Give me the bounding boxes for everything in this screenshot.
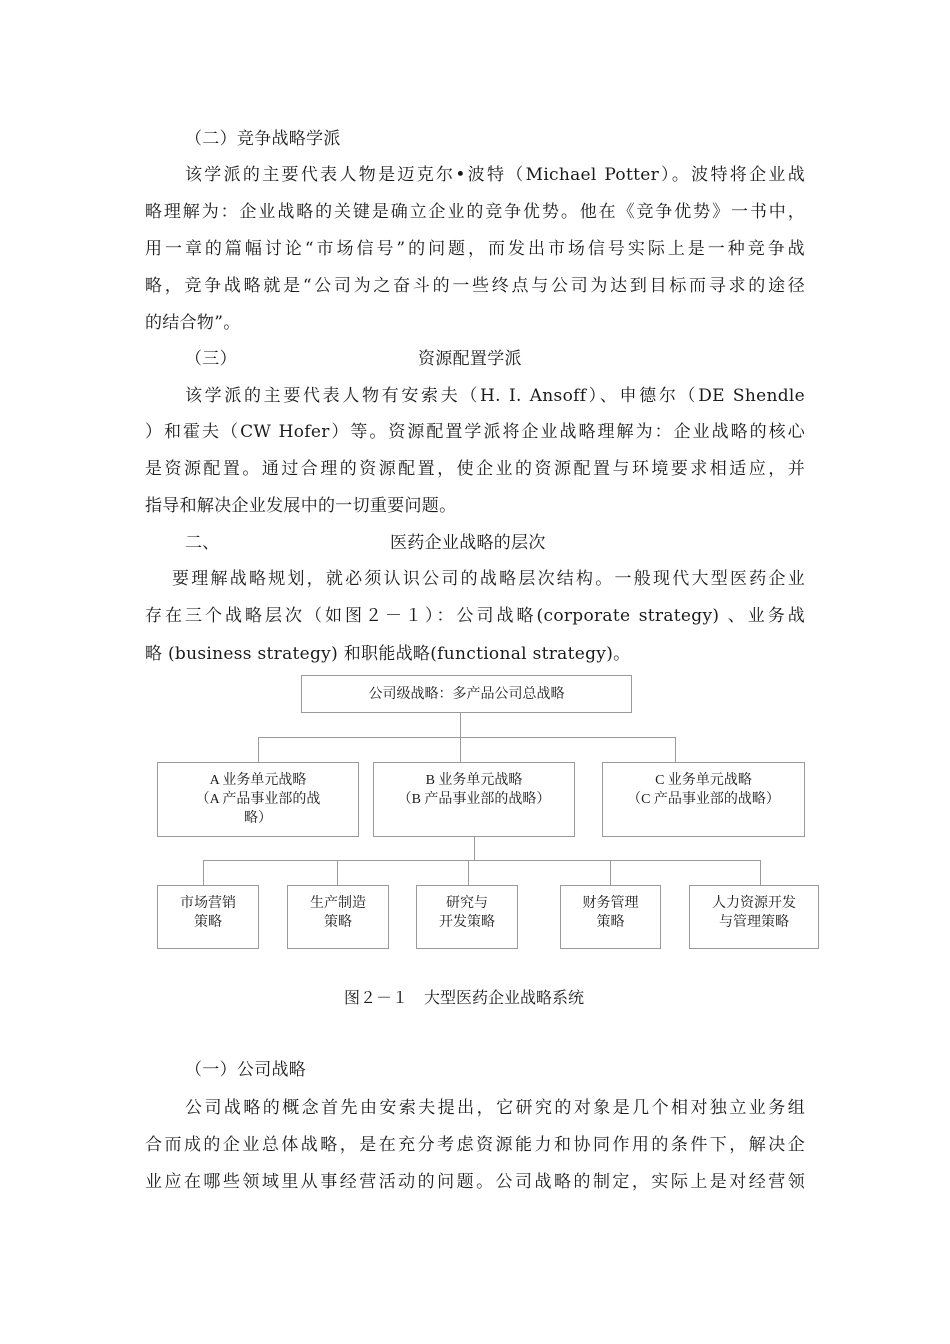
business-unit-b-box xyxy=(373,762,575,837)
business-unit-c-box xyxy=(602,762,805,837)
corporate-strategy-box xyxy=(301,675,632,713)
function-production-box xyxy=(287,885,389,949)
box-label: （B 产品事业部的战略） xyxy=(397,792,551,807)
paragraph-line: 合而成的企业总体战略，是在充分考虑资源能力和协同作用的条件下，解决企 xyxy=(145,1135,805,1155)
paragraph-line: 略，竞争战略就是“公司为之奋斗的一些终点与公司为达到目标而寻求的途径 xyxy=(145,276,805,296)
paragraph-line: 存在三个战略层次（如图２－１）：公司战略(corporate strategy) 、业务战 xyxy=(145,606,805,626)
connector-line xyxy=(460,712,461,737)
paragraph-line: 公司战略的概念首先由安索夫提出，它研究的对象是几个相对独立业务组 xyxy=(185,1098,805,1118)
paragraph-line: 的结合物”。 xyxy=(145,313,241,333)
box-label: 策略 xyxy=(596,915,625,930)
box-label: 策略 xyxy=(324,915,352,930)
box-label: C 业务单元战略 xyxy=(655,773,752,788)
box-label: 人力资源开发 xyxy=(712,896,796,911)
connector-line xyxy=(474,836,475,860)
box-label: 略） xyxy=(244,811,272,826)
connector-line xyxy=(610,860,611,886)
connector-line xyxy=(675,737,676,763)
function-hr-box xyxy=(689,885,819,949)
box-label: 与管理策略 xyxy=(719,915,789,930)
box-label: 开发策略 xyxy=(439,915,495,930)
connector-line xyxy=(203,860,761,861)
paragraph-line: 业应在哪些领域里从事经营活动的问题。公司战略的制定，实际上是对经营领 xyxy=(145,1172,805,1192)
business-unit-a-box xyxy=(157,762,359,837)
paragraph-line: 该学派的主要代表人物是迈克尔•波特（Michael Potter）。波特将企业战 xyxy=(185,165,805,185)
box-label: B 业务单元战略 xyxy=(425,773,523,788)
paragraph-line: 略理解为：企业战略的关键是确立企业的竞争优势。他在《竞争优势》一书中， xyxy=(145,202,805,222)
section-heading-competitive: （二）竞争战略学派 xyxy=(185,129,341,149)
paragraph-line: 要理解战略规划，就必须认识公司的战略层次结构。一般现代大型医药企业 xyxy=(172,569,805,589)
box-label: 公司级战略：多产品公司总战略 xyxy=(368,686,565,702)
connector-line xyxy=(203,860,204,886)
part-heading-levels: 医药企业战略的层次 xyxy=(390,533,546,553)
box-label: A 业务单元战略 xyxy=(209,773,307,788)
box-label: 研究与 xyxy=(446,896,488,911)
function-finance-box xyxy=(560,885,661,949)
paragraph-line: 指导和解决企业发展中的一切重要问题。 xyxy=(145,496,457,516)
figure-caption: 图２－１ 大型医药企业战略系统 xyxy=(344,988,585,1007)
box-label: 市场营销 xyxy=(180,896,236,911)
section-heading-number: （三） xyxy=(185,349,237,369)
paragraph-line: ）和霍夫（CW Hofer）等。资源配置学派将企业战略理解为：企业战略的核心 xyxy=(145,422,805,442)
box-label: （A 产品事业部的战 xyxy=(195,792,321,807)
part-heading-number: 二、 xyxy=(185,533,220,553)
box-label: 生产制造 xyxy=(310,896,366,911)
connector-line xyxy=(460,737,461,763)
paragraph-line: 该学派的主要代表人物有安索夫（H. I. Ansoff）、申德尔（DE Shendle xyxy=(185,386,805,406)
connector-line xyxy=(337,860,338,886)
box-label: 财务管理 xyxy=(582,896,639,911)
box-label: （C 产品事业部的战略） xyxy=(627,792,780,807)
box-label: 策略 xyxy=(194,915,222,930)
connector-line xyxy=(258,737,676,738)
function-marketing-box xyxy=(157,885,259,949)
paragraph-line: 用一章的篇幅讨论“市场信号”的问题，而发出市场信号实际上是一种竞争战 xyxy=(145,239,805,259)
connector-line xyxy=(468,860,469,886)
paragraph-line: 是资源配置。通过合理的资源配置，使企业的资源配置与环境要求相适应，并 xyxy=(145,459,805,479)
section-heading-corporate: （一）公司战略 xyxy=(185,1060,307,1080)
connector-line xyxy=(760,860,761,886)
paragraph-line: 略 (business strategy) 和职能战略(functional strategy)。 xyxy=(145,644,631,664)
section-heading-resource: 资源配置学派 xyxy=(418,349,522,369)
function-rnd-box xyxy=(416,885,518,949)
connector-line xyxy=(258,737,259,763)
